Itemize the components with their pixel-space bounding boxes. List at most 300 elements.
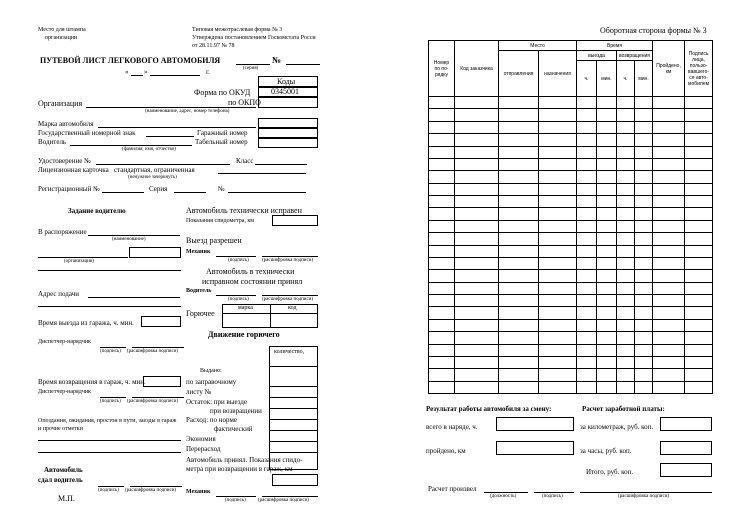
table-cell[interactable] [499, 158, 539, 170]
mech-sign-line[interactable] [216, 256, 256, 257]
table-cell[interactable] [635, 196, 653, 208]
table-cell[interactable] [617, 344, 635, 356]
table-cell[interactable] [455, 307, 499, 319]
table-cell[interactable] [539, 257, 577, 269]
address-line-2[interactable] [38, 306, 181, 307]
table-cell[interactable] [539, 208, 577, 220]
table-cell[interactable] [653, 171, 685, 183]
table-cell[interactable] [653, 245, 685, 257]
table-cell[interactable] [597, 121, 617, 133]
return-label: Время возвращения в гараж, ч. мин. [38, 378, 146, 386]
table-cell[interactable] [635, 356, 653, 368]
table-cell[interactable] [455, 381, 499, 393]
table-cell[interactable] [617, 319, 635, 331]
disp-decode-line[interactable] [132, 347, 184, 348]
table-cell[interactable] [429, 134, 455, 146]
table-cell[interactable] [685, 257, 713, 269]
table-cell[interactable] [685, 332, 713, 344]
table-cell[interactable] [577, 332, 597, 344]
return-odometer-box[interactable] [272, 474, 318, 486]
table-cell[interactable] [617, 381, 635, 393]
table-row [429, 109, 713, 121]
table-cell[interactable] [635, 220, 653, 232]
table-cell[interactable] [617, 282, 635, 294]
drv-decode-line[interactable] [262, 295, 318, 296]
table-cell[interactable] [455, 220, 499, 232]
table-cell[interactable] [597, 245, 617, 257]
returned-sign-line[interactable] [98, 486, 124, 487]
table-cell[interactable] [577, 381, 597, 393]
table-cell[interactable] [539, 220, 577, 232]
table-cell[interactable] [539, 233, 577, 245]
table-cell[interactable] [617, 171, 635, 183]
table-cell[interactable] [429, 282, 455, 294]
table-cell[interactable] [539, 146, 577, 158]
table-cell[interactable] [653, 220, 685, 232]
table-cell[interactable] [617, 183, 635, 195]
table-cell[interactable] [539, 381, 577, 393]
table-cell[interactable] [685, 319, 713, 331]
table-cell[interactable] [455, 356, 499, 368]
table-cell[interactable] [653, 270, 685, 282]
table-cell[interactable] [499, 97, 539, 109]
table-cell[interactable] [597, 307, 617, 319]
table-cell[interactable] [653, 282, 685, 294]
table-cell[interactable] [577, 171, 597, 183]
table-cell[interactable] [635, 245, 653, 257]
table-cell[interactable] [455, 183, 499, 195]
table-cell[interactable] [653, 307, 685, 319]
table-cell[interactable] [429, 220, 455, 232]
table-cell[interactable] [539, 282, 577, 294]
disp2-sign-line[interactable] [100, 397, 126, 398]
table-cell[interactable] [429, 208, 455, 220]
table-cell[interactable] [539, 121, 577, 133]
table-cell[interactable] [539, 344, 577, 356]
table-cell[interactable] [499, 171, 539, 183]
table-cell[interactable] [539, 369, 577, 381]
table-cell[interactable] [617, 356, 635, 368]
table-cell[interactable] [635, 369, 653, 381]
table-cell[interactable] [499, 196, 539, 208]
table-cell[interactable] [499, 245, 539, 257]
table-cell[interactable] [455, 109, 499, 121]
table-cell[interactable] [597, 295, 617, 307]
disp-sign-hint: (подпись) [100, 349, 121, 354]
table-cell[interactable] [653, 295, 685, 307]
table-cell[interactable] [617, 109, 635, 121]
lic-card-label: Лицензионная карточка [38, 166, 109, 174]
disp2-decode-line[interactable] [132, 397, 184, 398]
disposal-line[interactable] [88, 235, 180, 236]
table-cell[interactable] [539, 196, 577, 208]
table-cell[interactable] [597, 332, 617, 344]
table-cell[interactable] [685, 295, 713, 307]
table-cell[interactable] [577, 344, 597, 356]
table-cell[interactable] [539, 332, 577, 344]
table-cell[interactable] [539, 171, 577, 183]
table-cell[interactable] [577, 369, 597, 381]
table-cell[interactable] [577, 97, 597, 109]
table-cell[interactable] [539, 295, 577, 307]
address-line[interactable] [88, 297, 180, 298]
table-cell[interactable] [429, 381, 455, 393]
org2-line[interactable] [38, 257, 128, 258]
table-cell[interactable] [653, 134, 685, 146]
table-cell[interactable] [635, 307, 653, 319]
table-cell[interactable] [455, 233, 499, 245]
table-cell[interactable] [635, 183, 653, 195]
driver-line[interactable] [70, 145, 192, 146]
accepted-label-2: исправном состоянии принял [202, 277, 303, 286]
table-cell[interactable] [429, 319, 455, 331]
license-line[interactable] [96, 164, 230, 165]
table-cell[interactable] [577, 319, 597, 331]
total-hours-box[interactable] [496, 417, 574, 431]
fuel-qty-line-2 [269, 397, 318, 398]
table-cell[interactable] [617, 158, 635, 170]
table-cell[interactable] [597, 369, 617, 381]
table-cell[interactable] [685, 356, 713, 368]
table-cell[interactable] [597, 270, 617, 282]
table-cell[interactable] [499, 183, 539, 195]
table-cell[interactable] [597, 183, 617, 195]
table-cell[interactable] [617, 134, 635, 146]
table-cell[interactable] [429, 295, 455, 307]
table-cell[interactable] [429, 183, 455, 195]
table-cell[interactable] [577, 146, 597, 158]
table-cell[interactable] [653, 257, 685, 269]
by-hours-label: за часы, руб. коп. [580, 447, 632, 455]
org-hint: (наименование, адрес, номер телефона) [145, 109, 230, 114]
table-cell[interactable] [635, 233, 653, 245]
table-cell[interactable] [577, 270, 597, 282]
table-cell[interactable] [597, 381, 617, 393]
table-cell[interactable] [455, 270, 499, 282]
table-cell[interactable] [429, 196, 455, 208]
table-cell[interactable] [597, 171, 617, 183]
table-cell[interactable] [685, 369, 713, 381]
table-cell[interactable] [429, 121, 455, 133]
code-box-1[interactable] [258, 118, 318, 128]
reg-no-line[interactable] [102, 192, 144, 193]
distance-box[interactable] [496, 441, 574, 455]
table-cell[interactable] [597, 220, 617, 232]
calc-sign-line[interactable] [534, 492, 574, 493]
returned-decode-line[interactable] [130, 486, 182, 487]
garage-box[interactable] [258, 128, 318, 138]
table-cell[interactable] [635, 208, 653, 220]
table-cell[interactable] [429, 146, 455, 158]
table-cell[interactable] [653, 356, 685, 368]
table-cell[interactable] [597, 282, 617, 294]
brand-line[interactable] [98, 127, 256, 128]
table-cell[interactable] [617, 208, 635, 220]
table-cell[interactable] [617, 220, 635, 232]
table-cell[interactable] [577, 282, 597, 294]
table-cell[interactable] [653, 381, 685, 393]
table-cell[interactable] [685, 307, 713, 319]
reg-num-line[interactable] [228, 192, 306, 193]
table-cell[interactable] [685, 344, 713, 356]
disp-sign-line[interactable] [100, 347, 126, 348]
table-cell[interactable] [499, 381, 539, 393]
table-cell[interactable] [685, 208, 713, 220]
table-cell[interactable] [653, 97, 685, 109]
table-cell[interactable] [685, 97, 713, 109]
table-cell[interactable] [455, 282, 499, 294]
calc-position-line[interactable] [484, 492, 528, 493]
table-cell[interactable] [597, 257, 617, 269]
table-cell[interactable] [685, 121, 713, 133]
table-cell[interactable] [653, 233, 685, 245]
col-to-header: назначения [539, 51, 577, 97]
table-cell[interactable] [577, 109, 597, 121]
table-cell[interactable] [499, 233, 539, 245]
class-line[interactable] [255, 164, 307, 165]
table-cell[interactable] [455, 121, 499, 133]
table-cell[interactable] [455, 295, 499, 307]
return-box[interactable] [143, 376, 181, 387]
table-cell[interactable] [635, 158, 653, 170]
table-cell[interactable] [635, 257, 653, 269]
table-cell[interactable] [685, 282, 713, 294]
table-cell[interactable] [577, 183, 597, 195]
table-cell[interactable] [597, 356, 617, 368]
table-cell[interactable] [617, 332, 635, 344]
table-cell[interactable] [429, 233, 455, 245]
table-cell[interactable] [455, 146, 499, 158]
table-cell[interactable] [577, 307, 597, 319]
table-cell[interactable] [429, 356, 455, 368]
table-cell[interactable] [597, 344, 617, 356]
table-cell[interactable] [597, 109, 617, 121]
table-cell[interactable] [685, 109, 713, 121]
table-cell[interactable] [539, 109, 577, 121]
table-cell[interactable] [499, 344, 539, 356]
plate-line[interactable] [146, 136, 194, 137]
table-cell[interactable] [685, 134, 713, 146]
table-cell[interactable] [455, 158, 499, 170]
table-cell[interactable] [429, 158, 455, 170]
table-cell[interactable] [597, 233, 617, 245]
table-cell[interactable] [577, 295, 597, 307]
table-cell[interactable] [429, 344, 455, 356]
table-cell[interactable] [455, 369, 499, 381]
mech2-decode-line[interactable] [262, 496, 318, 497]
table-cell[interactable] [499, 257, 539, 269]
table-cell[interactable] [617, 257, 635, 269]
table-cell[interactable] [539, 158, 577, 170]
table-cell[interactable] [685, 220, 713, 232]
table-cell[interactable] [597, 158, 617, 170]
table-cell[interactable] [635, 282, 653, 294]
table-cell[interactable] [685, 158, 713, 170]
table-cell[interactable] [499, 208, 539, 220]
tab-no-box[interactable] [258, 138, 318, 148]
table-cell[interactable] [653, 208, 685, 220]
table-cell[interactable] [635, 109, 653, 121]
odometer-box[interactable] [272, 215, 318, 226]
table-cell[interactable] [499, 220, 539, 232]
table-cell[interactable] [577, 196, 597, 208]
table-cell[interactable] [499, 332, 539, 344]
table-cell[interactable] [577, 245, 597, 257]
table-cell[interactable] [499, 146, 539, 158]
table-cell[interactable] [653, 183, 685, 195]
table-cell[interactable] [635, 171, 653, 183]
table-cell[interactable] [653, 319, 685, 331]
table-row [429, 270, 713, 282]
table-cell[interactable] [635, 97, 653, 109]
table-cell[interactable] [617, 270, 635, 282]
table-cell[interactable] [577, 233, 597, 245]
table-cell[interactable] [577, 220, 597, 232]
table-cell[interactable] [685, 183, 713, 195]
departure-box[interactable] [141, 316, 181, 327]
by-km-box[interactable] [660, 417, 712, 431]
table-cell[interactable] [635, 270, 653, 282]
table-cell[interactable] [653, 344, 685, 356]
table-cell[interactable] [635, 319, 653, 331]
table-cell[interactable] [539, 356, 577, 368]
table-cell[interactable] [455, 97, 499, 109]
table-cell[interactable] [635, 134, 653, 146]
table-cell[interactable] [429, 245, 455, 257]
delays-label-2: и прочие отметки [38, 426, 83, 432]
table-cell[interactable] [577, 257, 597, 269]
table-cell[interactable] [617, 245, 635, 257]
table-cell[interactable] [429, 332, 455, 344]
table-cell[interactable] [617, 233, 635, 245]
table-cell[interactable] [653, 109, 685, 121]
table-cell[interactable] [539, 319, 577, 331]
table-cell[interactable] [499, 282, 539, 294]
table-cell[interactable] [429, 109, 455, 121]
table-cell[interactable] [577, 158, 597, 170]
table-cell[interactable] [499, 369, 539, 381]
table-cell[interactable] [635, 295, 653, 307]
table-cell[interactable] [455, 208, 499, 220]
table-cell[interactable] [653, 158, 685, 170]
table-cell[interactable] [685, 381, 713, 393]
table-cell[interactable] [499, 307, 539, 319]
delays-line-1[interactable] [38, 440, 181, 441]
table-cell[interactable] [499, 295, 539, 307]
table-cell[interactable] [617, 295, 635, 307]
table-cell[interactable] [617, 196, 635, 208]
table-cell[interactable] [685, 245, 713, 257]
lic-card-line[interactable] [218, 173, 306, 174]
col-back-h: ч. [617, 61, 635, 97]
table-cell[interactable] [635, 121, 653, 133]
table-cell[interactable] [685, 171, 713, 183]
table-cell[interactable] [499, 319, 539, 331]
table-cell[interactable] [455, 319, 499, 331]
table-cell[interactable] [635, 332, 653, 344]
table-cell[interactable] [455, 196, 499, 208]
table-cell[interactable] [685, 270, 713, 282]
table-cell[interactable] [653, 146, 685, 158]
series-line [236, 64, 270, 65]
table-cell[interactable] [577, 121, 597, 133]
table-cell[interactable] [499, 270, 539, 282]
table-cell[interactable] [539, 134, 577, 146]
table-cell[interactable] [685, 146, 713, 158]
table-cell[interactable] [685, 196, 713, 208]
table-cell[interactable] [429, 97, 455, 109]
org3-line[interactable] [38, 270, 181, 271]
table-cell[interactable] [455, 171, 499, 183]
table-cell[interactable] [539, 307, 577, 319]
table-cell[interactable] [617, 146, 635, 158]
table-cell[interactable] [429, 257, 455, 269]
table-cell[interactable] [499, 109, 539, 121]
table-cell[interactable] [455, 344, 499, 356]
fuel-header-line [222, 313, 318, 314]
table-cell[interactable] [455, 257, 499, 269]
table-cell[interactable] [499, 121, 539, 133]
by-hours-box[interactable] [660, 441, 712, 455]
table-cell[interactable] [577, 356, 597, 368]
table-cell[interactable] [685, 233, 713, 245]
table-cell[interactable] [597, 208, 617, 220]
table-cell[interactable] [429, 270, 455, 282]
table-cell[interactable] [499, 134, 539, 146]
mech-decode-line[interactable] [262, 256, 318, 257]
table-cell[interactable] [653, 332, 685, 344]
delays-line-2[interactable] [38, 452, 181, 453]
table-cell[interactable] [539, 97, 577, 109]
table-cell[interactable] [597, 196, 617, 208]
table-cell[interactable] [499, 356, 539, 368]
okpo-box[interactable] [258, 97, 318, 108]
table-cell[interactable] [429, 307, 455, 319]
table-cell[interactable] [539, 245, 577, 257]
table-cell[interactable] [635, 146, 653, 158]
table-cell[interactable] [635, 344, 653, 356]
table-cell[interactable] [455, 332, 499, 344]
mech2-sign-line[interactable] [216, 496, 256, 497]
table-cell[interactable] [635, 381, 653, 393]
table-cell[interactable] [597, 319, 617, 331]
table-cell[interactable] [617, 121, 635, 133]
org2-box[interactable] [129, 247, 181, 258]
reg-series-line[interactable] [174, 192, 206, 193]
table-cell[interactable] [597, 134, 617, 146]
table-cell[interactable] [455, 245, 499, 257]
org-line[interactable] [86, 107, 256, 108]
table-cell[interactable] [597, 97, 617, 109]
table-cell[interactable] [577, 134, 597, 146]
total-pay-box[interactable] [660, 463, 712, 477]
table-cell[interactable] [455, 134, 499, 146]
table-cell[interactable] [653, 369, 685, 381]
table-cell[interactable] [539, 183, 577, 195]
table-cell[interactable] [577, 208, 597, 220]
table-cell[interactable] [617, 97, 635, 109]
calc-decode-line[interactable] [580, 492, 712, 493]
table-cell[interactable] [617, 369, 635, 381]
table-cell[interactable] [653, 196, 685, 208]
table-cell[interactable] [597, 146, 617, 158]
drv-sign-line[interactable] [216, 295, 256, 296]
table-cell[interactable] [429, 171, 455, 183]
table-cell[interactable] [617, 307, 635, 319]
table-cell[interactable] [429, 369, 455, 381]
table-cell[interactable] [653, 121, 685, 133]
table-cell[interactable] [539, 270, 577, 282]
